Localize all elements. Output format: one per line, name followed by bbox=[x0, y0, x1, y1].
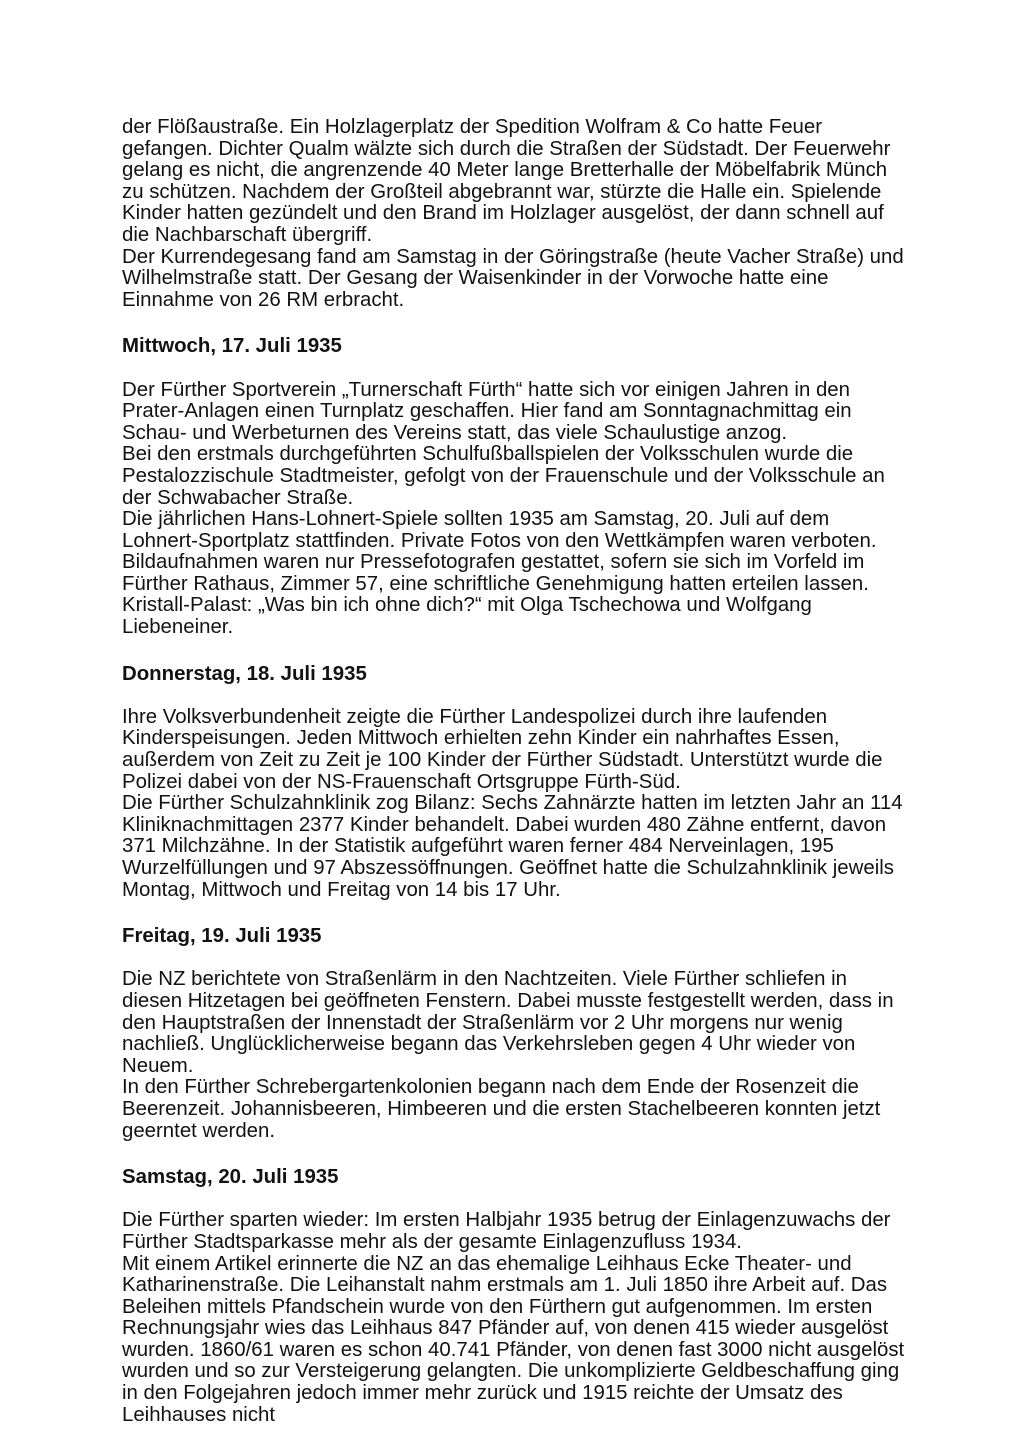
section-heading: Mittwoch, 17. Juli 1935 bbox=[122, 335, 342, 358]
paragraph: Ihre Volksverbundenheit zeigte die Fürther Landespolizei durch ihre laufenden Kinderspeisungen. Jeden Mittwoch erhielten zehn Kinder ein nahrhaftes Essen, außerdem von Zeit zu Zeit je 100 Kinder der Fürther Südstadt. Unterstützt wurde die Polizei dabei von der NS-Frauenschaft Ortsgruppe Fürth-Süd. bbox=[122, 705, 883, 793]
paragraph: Der Fürther Sportverein „Turnerschaft Fürth“ hatte sich vor einigen Jahren in den Prater-Anlagen einen Turnplatz geschaffen. Hier fand am Sonntagnachmittag ein Schau- und Werbeturnen des Vereins statt, das viele Schaulustige anzog. bbox=[122, 378, 852, 444]
section-freitag-19-juli-1935 bbox=[122, 926, 910, 1142]
section-samstag-20-juli-1935 bbox=[122, 1167, 910, 1426]
section-mittwoch-17-juli-1935 bbox=[122, 336, 910, 638]
paragraph: Die Fürther sparten wieder: Im ersten Halbjahr 1935 betrug der Einlagenzuwachs der Fürther Stadtsparkasse mehr als der gesamte Einlagenzufluss 1934. bbox=[122, 1209, 891, 1253]
paragraph: Kristall-Palast: „Was bin ich ohne dich?“ mit Olga Tschechowa und Wolfgang Liebeneiner. bbox=[122, 594, 812, 639]
paragraph: In den Fürther Schrebergartenkolonien begann nach dem Ende der Rosenzeit die Beerenzeit. Johannisbeeren, Himbeeren und die ersten Stachelbeeren konnten jetzt geerntet werden. bbox=[122, 1076, 881, 1142]
section-donnerstag-18-juli-1935 bbox=[122, 664, 910, 902]
section-heading: Samstag, 20. Juli 1935 bbox=[122, 1166, 339, 1189]
paragraph: Mit einem Artikel erinnerte die NZ an das ehemalige Leihhaus Ecke Theater- und Katharinenstraße. Die Leihanstalt nahm erstmals am 1. Juli 1850 ihre Arbeit auf. Das Beleihen mittels Pfandschein wurde von den Fürthern gut aufgenommen. Im ersten Rechnungsjahr wies das Leihhaus 847 Pfänder auf, von denen 415 wieder ausgelöst wurden. 1860/61 waren es schon 40.741 Pfänder, von denen fast 3000 nicht ausgelöst wurden und so zur Versteigerung gelangten. Die unkomplizierte Geldbeschaffung ging in den Folgejahren jedoch immer mehr zurück und 1915 reichte der Umsatz des Leihhauses nicht bbox=[122, 1252, 905, 1426]
section-intro-continuation bbox=[122, 117, 910, 311]
paragraph: Die jährlichen Hans-Lohnert-Spiele sollten 1935 am Samstag, 20. Juli auf dem Lohnert-Sportplatz stattfinden. Private Fotos von den Wettkämpfen waren verboten. Bildaufnahmen waren nur Pressefotografen gestattet, sofern sie sich im Vorfeld im Fürther Rathaus, Zimmer 57, eine schriftliche Genehmigung hatten erteilen lassen. bbox=[122, 508, 877, 595]
paragraph: Die Fürther Schulzahnklinik zog Bilanz: Sechs Zahnärzte hatten im letzten Jahr an 114 Kliniknachmittagen 2377 Kinder behandelt. Dabei wurden 480 Zähne entfernt, davon 371 Milchzähne. In der Statistik aufgeführt waren ferner 484 Nerveinlagen, 195 Wurzelfüllungen und 97 Abszessöffnungen. Geöffnet hatte die Schulzahnklinik jeweils Montag, Mittwoch und Freitag von 14 bis 17 Uhr. bbox=[122, 792, 903, 901]
paragraph: Die NZ berichtete von Straßenlärm in den Nachtzeiten. Viele Fürther schliefen in diesen Hitzetagen bei geöffneten Fenstern. Dabei musste festgestellt werden, dass in den Hauptstraßen der Innenstadt der Straßenlärm vor 2 Uhr morgens nur wenig nachließ. Unglücklicherweise begann das Verkehrsleben gegen 4 Uhr wieder von Neuem. bbox=[122, 968, 894, 1077]
section-heading: Freitag, 19. Juli 1935 bbox=[122, 925, 322, 948]
paragraph: Der Kurrendegesang fand am Samstag in der Göringstraße (heute Vacher Straße) und Wilhelmstraße statt. Der Gesang der Waisenkinder in der Vorwoche hatte eine Einnahme von 26 RM erbracht. bbox=[122, 245, 904, 311]
paragraph: Bei den erstmals durchgeführten Schulfußballspielen der Volksschulen wurde die Pestalozzischule Stadtmeister, gefolgt von der Frauenschule und der Volksschule an der Schwabacher Straße. bbox=[122, 443, 885, 509]
paragraph: der Flößaustraße. Ein Holzlagerplatz der Spedition Wolfram & Co hatte Feuer gefangen. Dichter Qualm wälzte sich durch die Straßen der Südstadt. Der Feuerwehr gelang es nicht, die angrenzende 40 Meter lange Bretterhalle der Möbelfabrik Münch zu schützen. Nachdem der Großteil abgebrannt war, stürzte die Halle ein. Spielende Kinder hatten gezündelt und den Brand im Holzlager ausgelöst, der dann schnell auf die Nachbarschaft übergriff. bbox=[122, 116, 891, 246]
section-heading: Donnerstag, 18. Juli 1935 bbox=[122, 662, 367, 685]
